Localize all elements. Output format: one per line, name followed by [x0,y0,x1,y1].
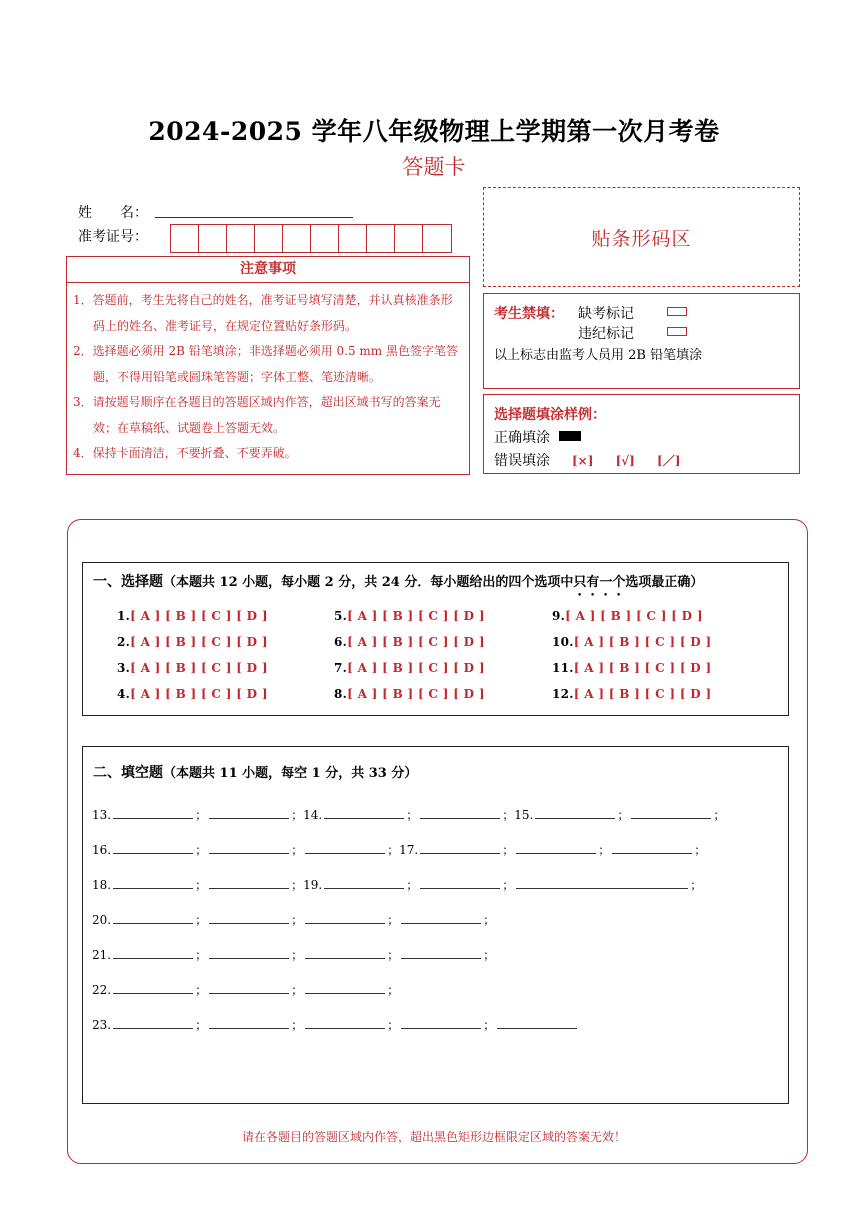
exam-restricted-box [483,293,800,389]
notice-item: 1．答题前，考生先将自己的姓名，准考证号填写清楚，并认真核准条形码上的姓名、准考证号，在规定位置贴好条形码。 [73,293,453,333]
id-box[interactable] [395,225,423,252]
section1-title: 一、选择题（本题共 12 小题，每小题 2 分，共 24 分．每小题给出的四个选项中只有一个选项最正确） [93,574,704,590]
fill-row: 18. ； ；19. ； ； ； [92,878,703,892]
blank[interactable] [401,913,481,924]
blank[interactable] [535,808,615,819]
mcq-question[interactable]: 3.[ A ] [ B ] [ C ] [ D ] [117,661,268,675]
blank[interactable] [401,1018,481,1029]
blank[interactable] [113,843,193,854]
id-box[interactable] [199,225,227,252]
mcq-question[interactable]: 8.[ A ] [ B ] [ C ] [ D ] [334,687,485,701]
section2-title: 二、填空题（本题共 11 小题，每空 1 分，共 33 分） [93,765,418,781]
blank[interactable] [401,948,481,959]
blank[interactable] [113,1018,193,1029]
blank[interactable] [209,843,289,854]
notice-body [66,283,470,475]
barcode-area [483,187,800,287]
fill-row: 22. ； ； ； [92,983,400,997]
id-box[interactable] [171,225,199,252]
absent-mark[interactable] [667,307,687,316]
violation-label: 违纪标记 [578,326,634,342]
id-box[interactable] [311,225,339,252]
id-box[interactable] [423,225,451,252]
wrong-fill-label: 错误填涂 [494,453,550,469]
blank[interactable] [420,878,500,889]
blank[interactable] [113,983,193,994]
barcode-label: 贴条形码区 [591,227,692,250]
fill-row: 20. ； ； ； ； [92,913,496,927]
blank[interactable] [209,1018,289,1029]
violation-mark[interactable] [667,327,687,336]
mcq-question[interactable]: 4.[ A ] [ B ] [ C ] [ D ] [117,687,268,701]
id-box[interactable] [255,225,283,252]
mcq-question[interactable]: 10.[ A ] [ B ] [ C ] [ D ] [552,635,712,649]
id-label: 准考证号： [78,229,148,245]
name-field[interactable] [155,216,353,218]
id-boxes[interactable] [170,224,452,253]
wrong-mark-check: [√] [615,454,635,468]
exam-restricted-label: 考生禁填： [494,306,564,322]
fill-sample-box [483,394,800,474]
fill-row: 16. ； ； ；17. ； ； ； [92,843,707,857]
blank[interactable] [209,948,289,959]
blank[interactable] [420,843,500,854]
blank[interactable] [305,948,385,959]
page-title: 2024-2025 学年八年级物理上学期第一次月考卷 [148,117,720,146]
exam-note: 以上标志由监考人员用 2B 铅笔填涂 [494,348,703,363]
mcq-question[interactable]: 11.[ A ] [ B ] [ C ] [ D ] [552,661,712,675]
notice-item: 2．选择题必须用 2B 铅笔填涂；非选择题必须用 0.5 mm 黑色签字笔答题，不得用铅笔或圆珠笔答题；字体工整、笔迹清晰。 [73,344,459,384]
section-multiple-choice [82,562,789,716]
blank[interactable] [497,1018,577,1029]
mcq-question[interactable]: 9.[ A ] [ B ] [ C ] [ D ] [552,609,703,623]
blank[interactable] [209,983,289,994]
blank[interactable] [305,983,385,994]
notice-title: 注意事项 [66,256,470,283]
mcq-question[interactable]: 1.[ A ] [ B ] [ C ] [ D ] [117,609,268,623]
blank[interactable] [305,1018,385,1029]
blank[interactable] [612,843,692,854]
blank[interactable] [305,913,385,924]
blank[interactable] [113,808,193,819]
blank[interactable] [631,808,711,819]
blank[interactable] [420,808,500,819]
fill-sample-title: 选择题填涂样例： [494,407,606,423]
blank[interactable] [324,878,404,889]
wrong-mark-slash: [／] [657,454,681,468]
mcq-question[interactable]: 5.[ A ] [ B ] [ C ] [ D ] [334,609,485,623]
absent-label: 缺考标记 [578,306,634,322]
notice-item: 4．保持卡面清洁，不要折叠、不要弄破。 [73,446,297,460]
mcq-question[interactable]: 2.[ A ] [ B ] [ C ] [ D ] [117,635,268,649]
wrong-mark-cross: [×] [572,454,594,468]
id-box[interactable] [283,225,311,252]
id-box[interactable] [339,225,367,252]
blank[interactable] [305,843,385,854]
blank[interactable] [516,843,596,854]
blank[interactable] [324,808,404,819]
notice-item: 3．请按题号顺序在各题目的答题区域内作答，超出区域书写的答案无效；在草稿纸、试题卷上答题无效。 [73,395,441,435]
blank[interactable] [113,913,193,924]
mcq-question[interactable]: 12.[ A ] [ B ] [ C ] [ D ] [552,687,712,701]
fill-row: 13. ； ；14. ； ；15. ； ； [92,808,726,822]
footer-warning: 请在各题目的答题区域内作答，超出黑色矩形边框限定区域的答案无效！ [241,1130,626,1144]
fill-row: 21. ； ； ； ； [92,948,496,962]
page-subtitle: 答题卡 [402,155,466,179]
fill-row: 23. ； ； ； ； [92,1016,579,1033]
mcq-question[interactable]: 7.[ A ] [ B ] [ C ] [ D ] [334,661,485,675]
name-label: 姓 名： [78,205,148,221]
blank[interactable] [209,878,289,889]
mcq-question[interactable]: 6.[ A ] [ B ] [ C ] [ D ] [334,635,485,649]
blank[interactable] [113,948,193,959]
correct-fill-label: 正确填涂 [494,430,550,446]
id-box[interactable] [227,225,255,252]
blank[interactable] [209,913,289,924]
id-box[interactable] [367,225,395,252]
blank[interactable] [113,878,193,889]
blank[interactable] [209,808,289,819]
correct-fill-mark [559,431,581,441]
blank[interactable] [516,878,688,889]
